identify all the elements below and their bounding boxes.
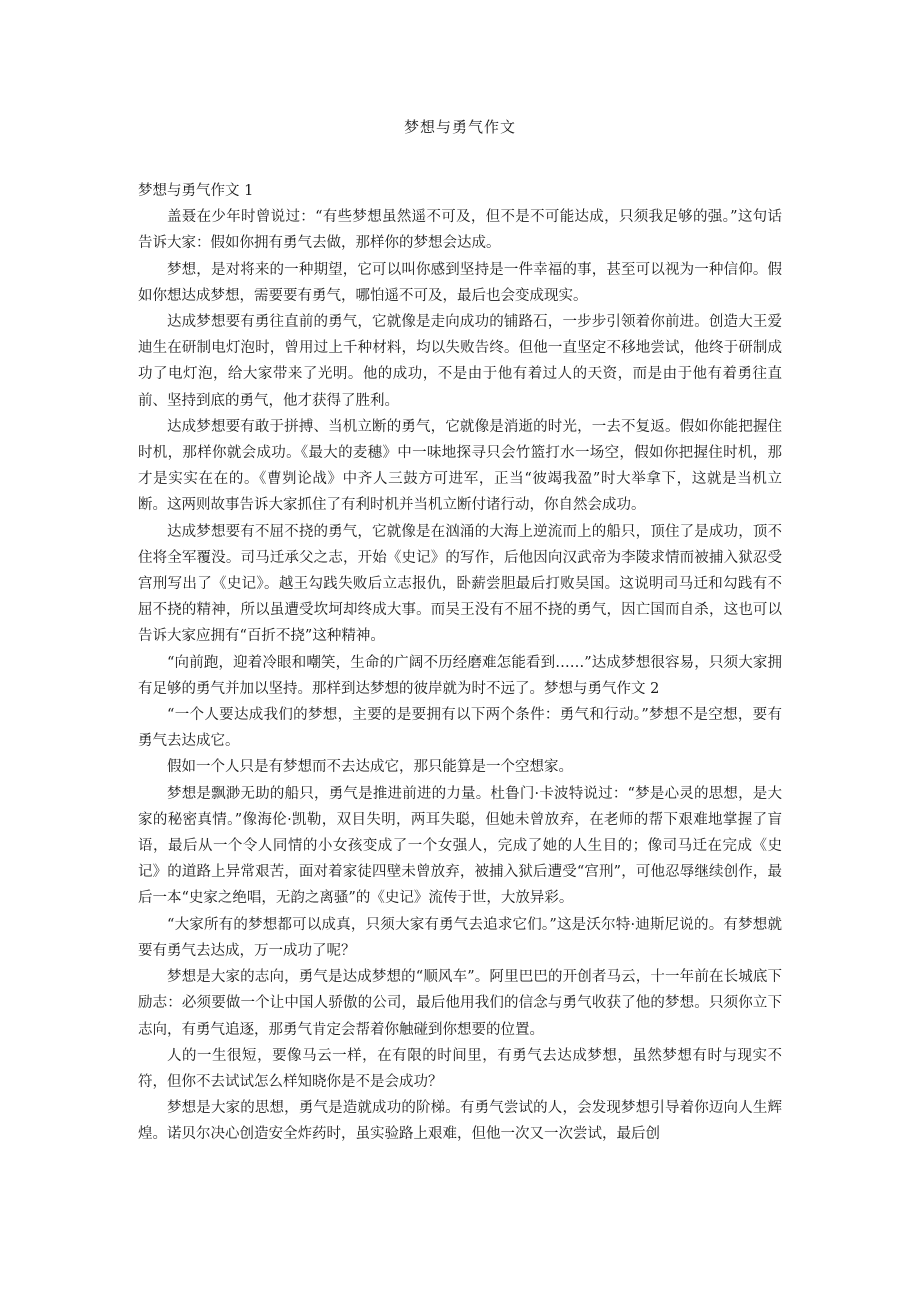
paragraph: “向前跑，迎着冷眼和嘲笑，生命的广阔不历经磨难怎能看到……”达成梦想很容易，只须大家拥有足够的勇气并加以坚持。那样到达梦想的彼岸就为时不远了。梦想与勇气作文 2 <box>138 654 782 697</box>
paragraph: 达成梦想要有不屈不挠的勇气，它就像是在汹涌的大海上逆流而上的船只，顶住了是成功，顶不住将全军覆没。司马迁承父之志，开始《史记》的写作，后他因向汉武帝为李陵求情而被捕入狱忍受宫刑写出了《史记》。越王勾践失败后立志报仇，卧薪尝胆最后打败吴国。这说明司马迁和勾践有不屈不挠的精神，所以虽遭受坎坷却终成大事。而吴王没有不屈不挠的勇气，因亡国而自杀，这也可以告诉大家应拥有“百折不挠”这种精神。 <box>138 523 782 645</box>
document-body <box>138 178 782 1148</box>
paragraph: 盖聂在少年时曾说过：“有些梦想虽然遥不可及，但不是不可能达成，只须我足够的强。”这句话告诉大家：假如你拥有勇气去做，那样你的梦想会达成。 <box>138 209 782 252</box>
paragraph: “一个人要达成我们的梦想，主要的是要拥有以下两个条件：勇气和行动。”梦想不是空想，要有勇气去达成它。 <box>138 707 782 750</box>
paragraph: 梦想是大家的思想，勇气是造就成功的阶梯。有勇气尝试的人，会发现梦想引导着你迈向人生辉煌。诺贝尔决心创造安全炸药时，虽实验路上艰难，但他一次又一次尝试，最后创 <box>138 1100 782 1143</box>
paragraph: 梦想是飘渺无助的船只，勇气是推进前进的力量。杜鲁门·卡波特说过：“梦是心灵的思想，是大家的秘密真情。”像海伦·凯勒，双目失明，两耳失聪，但她未曾放弃，在老师的帮下艰难地掌握了盲语，最后从一个令人同情的小女孩变成了一个女强人，完成了她的人生目的；像司马迁在完成《史记》的道路上异常艰苦，面对着家徒四壁未曾放弃，被捕入狱后遭受“宫刑”，可他忍辱继续创作，最后一本“史家之绝唱，无韵之离骚”的《史记》流传于世，大放异彩。 <box>138 785 782 907</box>
paragraph: 达成梦想要有勇往直前的勇气，它就像是走向成功的铺路石，一步步引领着你前进。创造大王爱迪生在研制电灯泡时，曾用过上千种材料，均以失败告终。但他一直坚定不移地尝试，他终于研制成功了电灯泡，给大家带来了光明。他的成功，不是由于他有着过人的天资，而是由于他有着勇往直前、坚持到底的勇气，他才获得了胜利。 <box>138 314 782 409</box>
document-title: 梦想与勇气作文 <box>403 118 516 136</box>
paragraph: 假如一个人只是有梦想而不去达成它，那只能算是一个空想家。 <box>167 759 573 776</box>
paragraph: 梦想，是对将来的一种期望，它可以叫你感到坚持是一件幸福的事，甚至可以视为一种信仰。假如你想达成梦想，需要要有勇气，哪怕遥不可及，最后也会变成现实。 <box>138 261 782 304</box>
paragraph: 人的一生很短，要像马云一样，在有限的时间里，有勇气去达成梦想，虽然梦想有时与现实不符，但你不去试试怎么样知晓你是不是会成功？ <box>138 1047 782 1090</box>
paragraph: 达成梦想要有敢于拼搏、当机立断的勇气，它就像是消逝的时光，一去不复返。假如你能把握住时机，那样你就会成功。《最大的麦穗》中一味地探寻只会竹篮打水一场空，假如你把握住时机，那才是实实在在的。《曹刿论战》中齐人三鼓方可进军，正当“彼竭我盈”时大举拿下，这就是当机立断。这两则故事告诉大家抓住了有利时机并当机立断付诸行动，你自然会成功。 <box>138 418 782 514</box>
section-heading: 梦想与勇气作文 1 <box>138 183 254 199</box>
paragraph: “大家所有的梦想都可以成真，只须大家有勇气去追求它们。”这是沃尔特·迪斯尼说的。有梦想就要有勇气去达成，万一成功了呢？ <box>138 916 782 959</box>
paragraph: 梦想是大家的志向，勇气是达成梦想的“顺风车”。阿里巴巴的开创者马云，十一年前在长城底下励志：必须要做一个让中国人骄傲的公司，最后他用我们的信念与勇气收获了他的梦想。只须你立下志向，有勇气追逐，那勇气肯定会帮着你触碰到你想要的位置。 <box>138 969 782 1038</box>
